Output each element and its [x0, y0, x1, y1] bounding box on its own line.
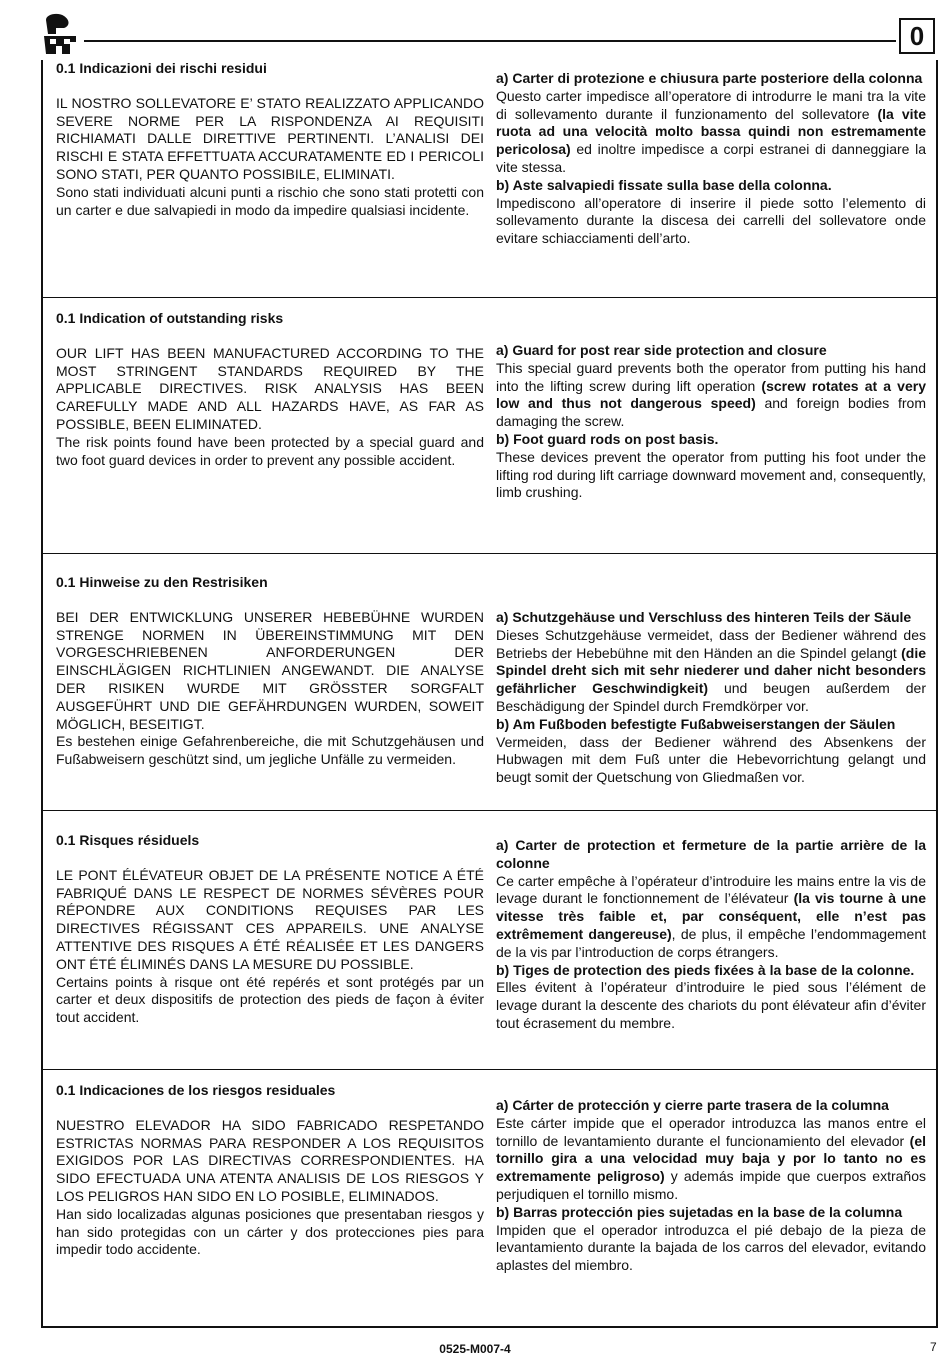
point-a-title: a) Carter di protezione e chiusura parte posteriore della colonna: [496, 70, 923, 86]
point-a-text: [496, 873, 926, 962]
point-b-title: b) Tiges de protection des pieds fixées à la base de la colonne.: [496, 961, 915, 978]
intro-uppercase: IL NOSTRO SOLLEVATORE E’ STATO REALIZZATO APPLICANDO SEVERE NORME PER LA RISPONDENZA AI REQUISITI RICHIAMATI DALLE DIRETTIVE PERTINENTI. L’ANALISI DEI RISCHI E STATA EFFETTUATA ACCURATAMENTE ED I PERICOLI SONO STATI, PER QUANTO POSSIBILE, ELIMINATI.: [56, 94, 484, 182]
chapter-number: 0: [899, 18, 935, 54]
point-a-text-1: Este cárter impide que el operador introduzca las manos entre el tornillo de levantamiento durante el funcionamiento del elevador: [496, 1114, 926, 1149]
point-b-title: b) Barras protección pies sujetadas en la base de la columna: [496, 1203, 903, 1220]
section-german: [43, 554, 936, 810]
section-heading: 0.1 Risques résiduels: [56, 832, 200, 848]
point-a-text-1: Questo carter impedisce all’operatore di introdurre le mani tra la vite di sollevamento durante il funzionamento del sollevatore: [496, 87, 926, 122]
section-heading: 0.1 Indicaciones de los riesgos residuales: [56, 1082, 336, 1098]
point-a-text-bold: (la vite ruota ad una velocità molto bassa quindi non estremamente pericolosa): [496, 105, 926, 158]
point-a-text-bold: (screw rotates at a very low and thus not dangerous speed): [496, 377, 926, 412]
intro-uppercase: BEI DER ENTWICKLUNG UNSERER HEBEBÜHNE WURDEN STRENGE NORMEN IN ÜBEREINSTIMMUNG MIT DEN VORGESCHRIEBENEN ANFORDERUNGEN DER EINSCHLÄGIGEN RICHTLINIEN ANGEWANDT. DIE ANALYSE DER RISIKEN WURDE MIT GRÖSSTER SORGFALT AUSGEFÜHRT UND DIE GEFÄHRDUNGEN WURDEN, SOWEIT MÖGLICH, BESEITIGT.: [56, 608, 484, 732]
point-a-title: a) Cárter de protección y cierre parte trasera de la columna: [496, 1097, 889, 1113]
point-b-title: b) Am Fußboden befestigte Fußabweiserstangen der Säulen: [496, 715, 896, 732]
point-a-title: a) Guard for post rear side protection and closure: [496, 342, 827, 358]
brand-logo: [40, 12, 80, 60]
point-a-text-bold: (la vis tourne à une vitesse très faible et, par conséquent, elle n’est pas extrêmement dangereuse): [496, 890, 926, 942]
point-a-text-1: Dieses Schutzgehäuse vermeidet, dass der Bediener während des Betriebs der Hebebühne mit den Händen an die Spindel gelangt: [496, 626, 926, 661]
intro-text: Han sido localizadas algunas posiciones que presentaban riesgos y han sido protegidas con un cárter y dos protecciones pies para impedir todo accidente.: [56, 1205, 484, 1258]
point-b-text: Impiden que el operador introduzca el pié debajo de la pieza de levantamiento durante la bajada de los carros del elevador, evitando aplastes del miembro.: [496, 1221, 926, 1274]
section-italian: [43, 60, 936, 297]
point-a-title: a) Carter de protection et fermeture de la partie arrière de la colonne: [496, 837, 926, 871]
intro-text: The risk points found have been protected by a special guard and two foot guard devices in order to prevent any possible accident.: [56, 433, 484, 468]
point-a-text-1: This special guard prevents both the operator from putting his hand into the lifting screw during lift operation: [496, 359, 926, 394]
point-a-text-2: ed inoltre impedisce a corpi estranei di danneggiare la vite stessa.: [496, 141, 926, 175]
point-a-text-bold: (die Spindel dreht sich mit sehr niederer und daher nicht besonders gefährlicher Geschwindigkeit): [496, 644, 926, 697]
intro-uppercase: OUR LIFT HAS BEEN MANUFACTURED ACCORDING TO THE MOST STRINGENT STANDARDS REQUIRED BY THE APPLICABLE DIRECTIVES. RISK ANALYSIS HAS BEEN CAREFULLY MADE AND ALL HAZARDS HAVE, AS FAR AS POSSIBLE, BEEN ELIMINATED.: [56, 344, 484, 432]
section-english: [43, 298, 936, 553]
point-a-text: [496, 88, 926, 177]
point-b-title: b) Aste salvapiedi fissate sulla base della colonna.: [496, 176, 832, 193]
section-heading: 0.1 Hinweise zu den Restrisiken: [56, 574, 268, 590]
intro-text: Certains points à risque ont été repérés et sont protégés par un carter et deux dispositifs de protection des pieds de façon à éviter tout accident.: [56, 973, 484, 1026]
section-french: [43, 811, 936, 1069]
point-a-text: [496, 1115, 926, 1204]
point-b-text: Elles évitent à l’opérateur d’introduire le pied sous l’élément de levage durant la descente des chariots du pont élévateur afin d’éviter tout écrasement du membre.: [496, 979, 926, 1031]
document-code: 0525-M007-4: [439, 1342, 511, 1356]
content-frame: [41, 60, 938, 1328]
intro-uppercase: LE PONT ÉLÉVATEUR OBJET DE LA PRÉSENTE NOTICE A ÉTÉ FABRIQUÉ DANS LE RESPECT DE NORMES SÉVÈRES POUR RÉPONDRE AUX CONDITIONS REQUISES PAR LES DIRECTIVES RÉGISSANT CES APPAREILS. UNE ANALYSE ATTENTIVE DES RISQUES A ÉTÉ RÉALISÉE ET LES DANGERS ONT ÉTÉ ÉLIMINÉS DANS LA MESURE DU POSSIBLE.: [56, 866, 484, 972]
point-b-text: Vermeiden, dass der Bediener während des Absenkens der Hubwagen mit dem Fuß unter die Hebevorrichtung gelangt und beugt somit der Quetschung von Gliedmaßen vor.: [496, 733, 926, 786]
point-a-text-1: Ce carter empêche à l’opérateur d’introduire les mains entre la vis de levage durant le fonctionnement de l’élévateur: [496, 872, 926, 907]
point-a-text-2: y además impide que cuerpos extraños perjudiquen el tornillo mismo.: [496, 1168, 927, 1202]
point-a-title: a) Schutzgehäuse und Verschluss des hinteren Teils der Säule: [496, 609, 912, 625]
point-b-text: These devices prevent the operator from putting his foot under the lifting rod during lift carriage downward movement and, consequently, limb crushing.: [496, 448, 926, 501]
page-number: 7: [930, 1340, 937, 1354]
header-rule: [84, 40, 896, 42]
point-a-text-2: und beugen außerdem der Beschädigung der Spindel durch Fremdkörper vor.: [496, 680, 926, 714]
intro-text: Es bestehen einige Gefahrenbereiche, die mit Schutzgehäusen und Fußabweisern geschützt sind, um jegliche Unfälle zu vermeiden.: [56, 733, 484, 768]
intro-text: Sono stati individuati alcuni punti a rischio che sono stati protetti con un carter e due salvapiedi in modo da impedire qualsiasi incidente.: [56, 183, 484, 218]
point-a-text-2: and foreign bodies from damaging the screw.: [496, 395, 926, 430]
section-heading: 0.1 Indicazioni dei rischi residui: [56, 60, 267, 76]
point-a-text: [496, 360, 926, 431]
intro-uppercase: NUESTRO ELEVADOR HA SIDO FABRICADO RESPETANDO ESTRICTAS NORMAS PARA RESPONDER A LOS REQUISITOS EXIGIDOS POR LAS DIRECTIVAS CORRESPONDIENTES. HA SIDO EFECTUADA UNA ATENTA ANALISIS DE LOS RIESGOS Y LOS PELIGROS HAN SIDO EN LO POSIBLE, ELIMINADOS.: [56, 1116, 484, 1204]
section-heading: 0.1 Indication of outstanding risks: [56, 310, 284, 326]
section-spanish: [43, 1070, 936, 1326]
point-a-text: [496, 627, 926, 716]
point-b-text: Impediscono all’operatore di inserire il piede sotto l’elemento di sollevamento durante la discesa dei carrelli del sollevatore onde evitare schiacciamenti dell’arto.: [496, 194, 926, 247]
point-b-title: b) Foot guard rods on post basis.: [496, 430, 719, 447]
point-a-text-bold: (el tornillo gira a una velocidad muy baja y por lo tanto no es extremamente peligroso): [496, 1132, 926, 1185]
point-a-text-2: , de plus, il empêche l’endommagement de la vis par l’introduction de corps étrangers.: [496, 925, 927, 960]
